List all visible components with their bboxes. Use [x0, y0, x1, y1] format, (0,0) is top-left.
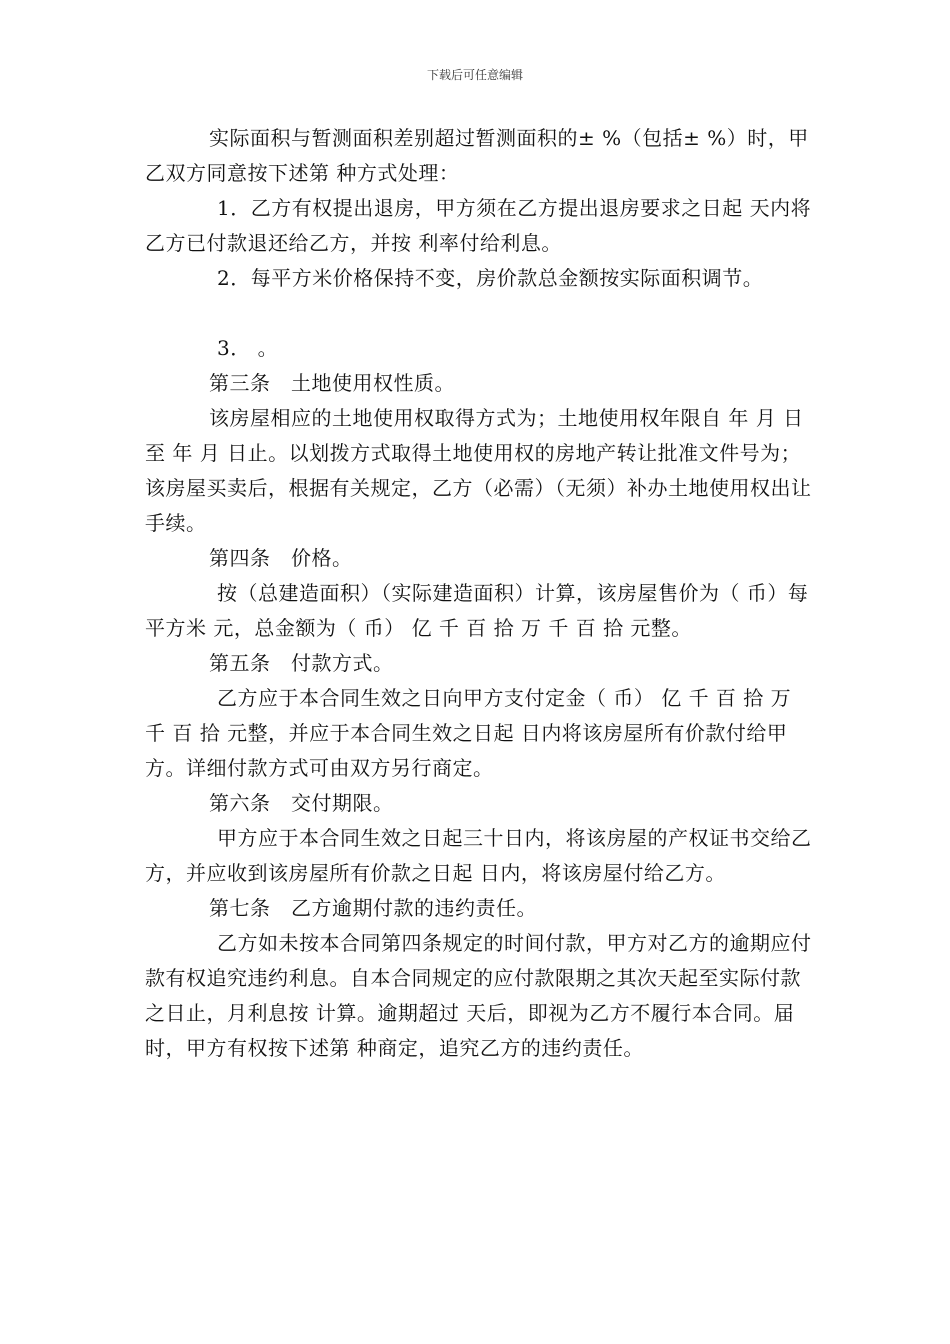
- article-7-body: 乙方如未按本合同第四条规定的时间付款，甲方对乙方的逾期应付款有权追究违约利息。自本合同规定的应付款限期之其次天起至实际付款之日止，月利息按 计算。逾期超过 天后，即视为乙方不履行本合同。届时，甲方有权按下述第 种商定，追究乙方的违约责任。: [145, 931, 812, 1060]
- article-4-heading: 第四条 价格。: [209, 546, 353, 570]
- blank-line: [145, 296, 815, 331]
- article-6-body: 甲方应于本合同生效之日起三十日内，将该房屋的产权证书交给乙方，并应收到该房屋所有价款之日起 日内，将该房屋付给乙方。: [145, 826, 812, 885]
- document-body: [145, 121, 815, 1066]
- page-header: 下载后可任意编辑: [426, 68, 523, 82]
- paragraph-option-3: 3． 。: [217, 336, 279, 360]
- article-4-body: 按（总建造面积）（实际建造面积）计算，该房屋售价为（ 币）每平方米 元，总金额为（ 币） 亿 千 百 拾 万 千 百 拾 元整。: [145, 581, 809, 640]
- paragraph-area-difference: 实际面积与暂测面积差别超过暂测面积的± %（包括± %）时，甲乙双方同意按下述第 种方式处理：: [145, 126, 809, 185]
- article-3-heading: 第三条 土地使用权性质。: [209, 371, 455, 395]
- article-5-heading: 第五条 付款方式。: [209, 651, 394, 675]
- paragraph-option-1: 1．乙方有权提出退房，甲方须在乙方提出退房要求之日起 天内将乙方已付款退还给乙方，并按 利率付给利息。: [145, 196, 812, 255]
- paragraph-option-2: 2．每平方米价格保持不变，房价款总金额按实际面积调节。: [217, 266, 764, 290]
- article-5-body: 乙方应于本合同生效之日向甲方支付定金（ 币） 亿 千 百 拾 万 千 百 拾 元整，并应于本合同生效之日起 日内将该房屋所有价款付给甲方。详细付款方式可由双方另行商定。: [145, 686, 799, 780]
- article-6-heading: 第六条 交付期限。: [209, 791, 394, 815]
- article-3-body: 该房屋相应的土地使用权取得方式为；土地使用权年限自 年 月 日至 年 月 日止。以划拨方式取得土地使用权的房地产转让批准文件号为；该房屋买卖后，根据有关规定，乙方（必需）（无须）补办土地使用权出让手续。: [145, 406, 812, 535]
- article-7-heading: 第七条 乙方逾期付款的违约责任。: [209, 896, 537, 920]
